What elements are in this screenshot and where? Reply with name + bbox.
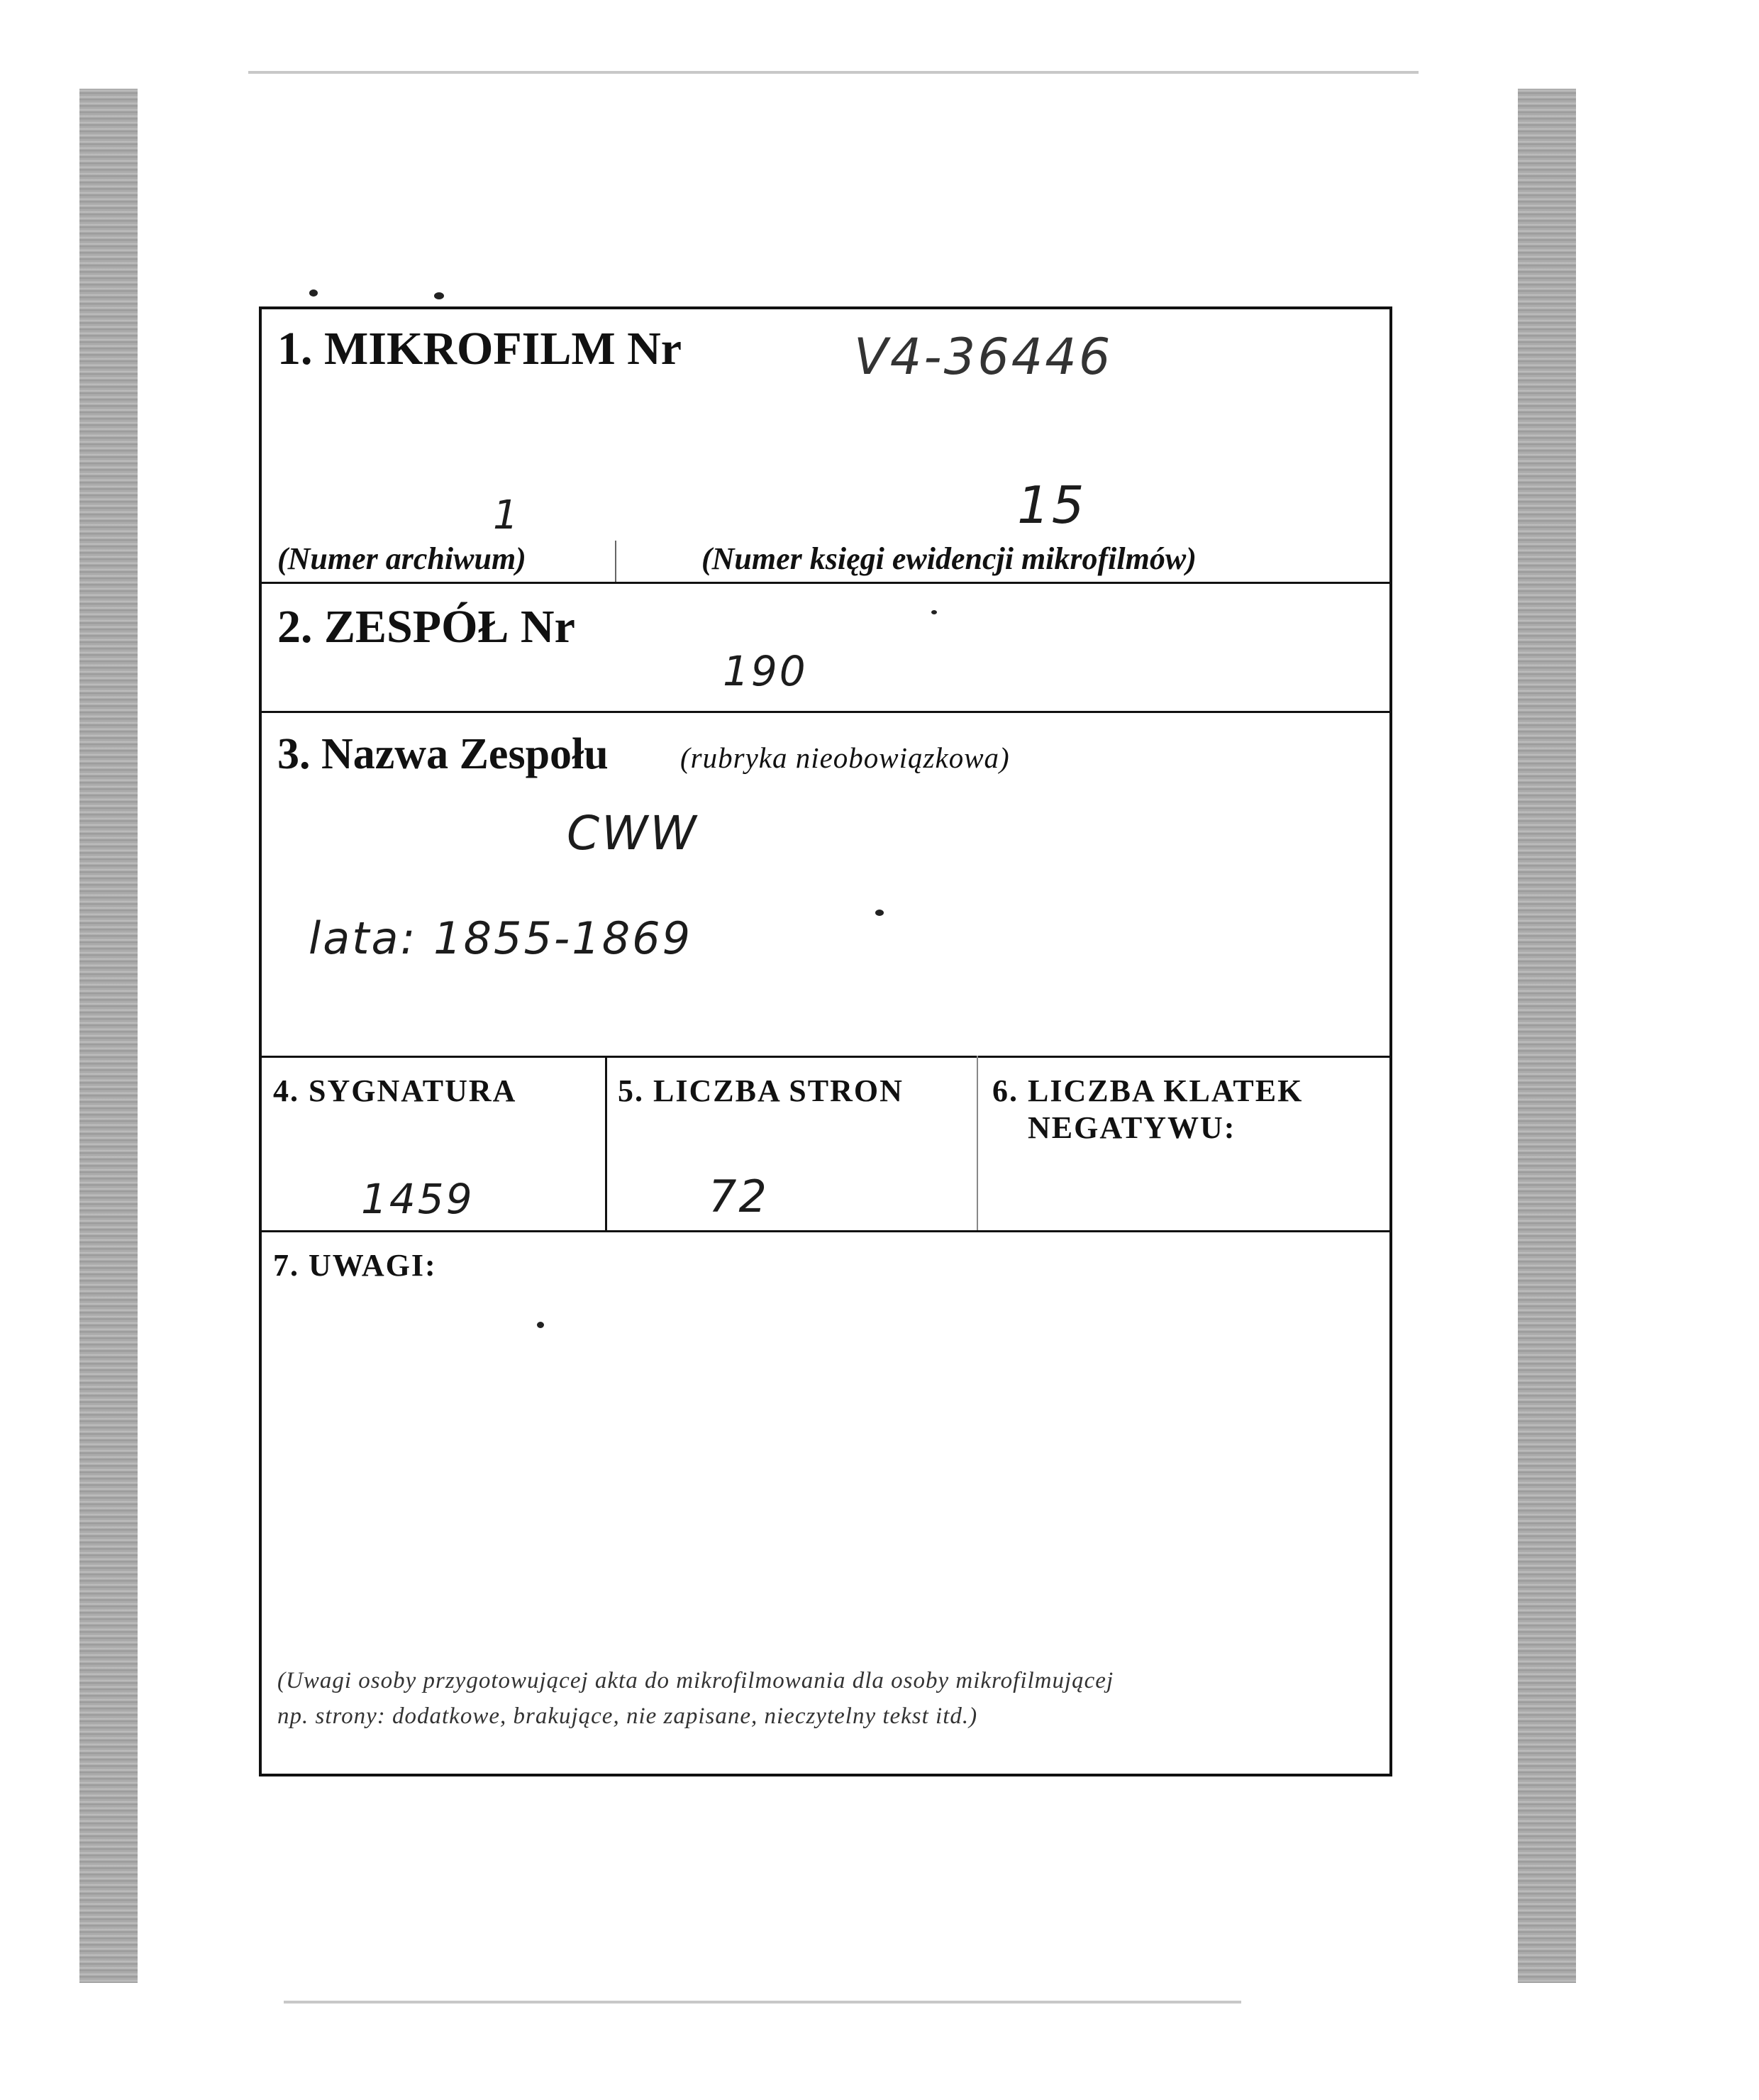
scan-edge-right	[1518, 89, 1576, 1983]
scan-edge-top	[248, 71, 1419, 74]
row-divider	[262, 582, 1389, 584]
fonds-number-label: 2. ZESPÓŁ Nr	[277, 601, 575, 653]
negative-frames-label-line2: NEGATYWU:	[1028, 1110, 1236, 1145]
scan-speck	[309, 289, 318, 297]
signature-label: 4. SYGNATURA	[273, 1073, 517, 1108]
archive-number-value: 1	[493, 492, 521, 538]
row-divider	[262, 711, 1389, 713]
fonds-name-label: 3. Nazwa Zespołu	[277, 730, 609, 778]
page-count-label: 5. LICZBA STRON	[618, 1073, 904, 1108]
row-divider	[262, 1056, 1389, 1058]
signature-value: 1459	[361, 1175, 475, 1223]
remarks-note-line1: (Uwagi osoby przygotowującej akta do mikrofilmowania dla osoby mikrofilmującej	[277, 1668, 1114, 1693]
scan-speck	[434, 292, 444, 299]
fonds-years-value: lata: 1855-1869	[309, 912, 693, 964]
column-divider	[977, 1056, 978, 1230]
scan-edge-left	[79, 89, 138, 1983]
fonds-name-hint: (rubryka nieobowiązkowa)	[680, 741, 1010, 774]
scan-edge-bottom	[284, 2001, 1241, 2004]
remarks-label: 7. UWAGI:	[273, 1248, 437, 1283]
ledger-number-label: (Numer księgi ewidencji mikrofilmów)	[701, 541, 1197, 576]
microfilm-number-value: V4-36446	[854, 328, 1113, 386]
page-count-value: 72	[709, 1171, 769, 1222]
fonds-number-value: 190	[723, 647, 808, 695]
microfilm-form-card	[259, 306, 1392, 1776]
ledger-number-value: 15	[1017, 475, 1087, 535]
column-divider	[605, 1056, 607, 1230]
microfilm-number-label: 1. MIKROFILM Nr	[277, 323, 682, 375]
remarks-note-line2: np. strony: dodatkowe, brakujące, nie zapisane, nieczytelny tekst itd.)	[277, 1703, 978, 1729]
archive-number-label: (Numer archiwum)	[277, 541, 526, 576]
fonds-name-value: CWW	[567, 806, 699, 861]
negative-frames-label: 6. LICZBA KLATEK	[992, 1073, 1304, 1108]
column-divider	[615, 541, 616, 582]
row-divider	[262, 1230, 1389, 1232]
